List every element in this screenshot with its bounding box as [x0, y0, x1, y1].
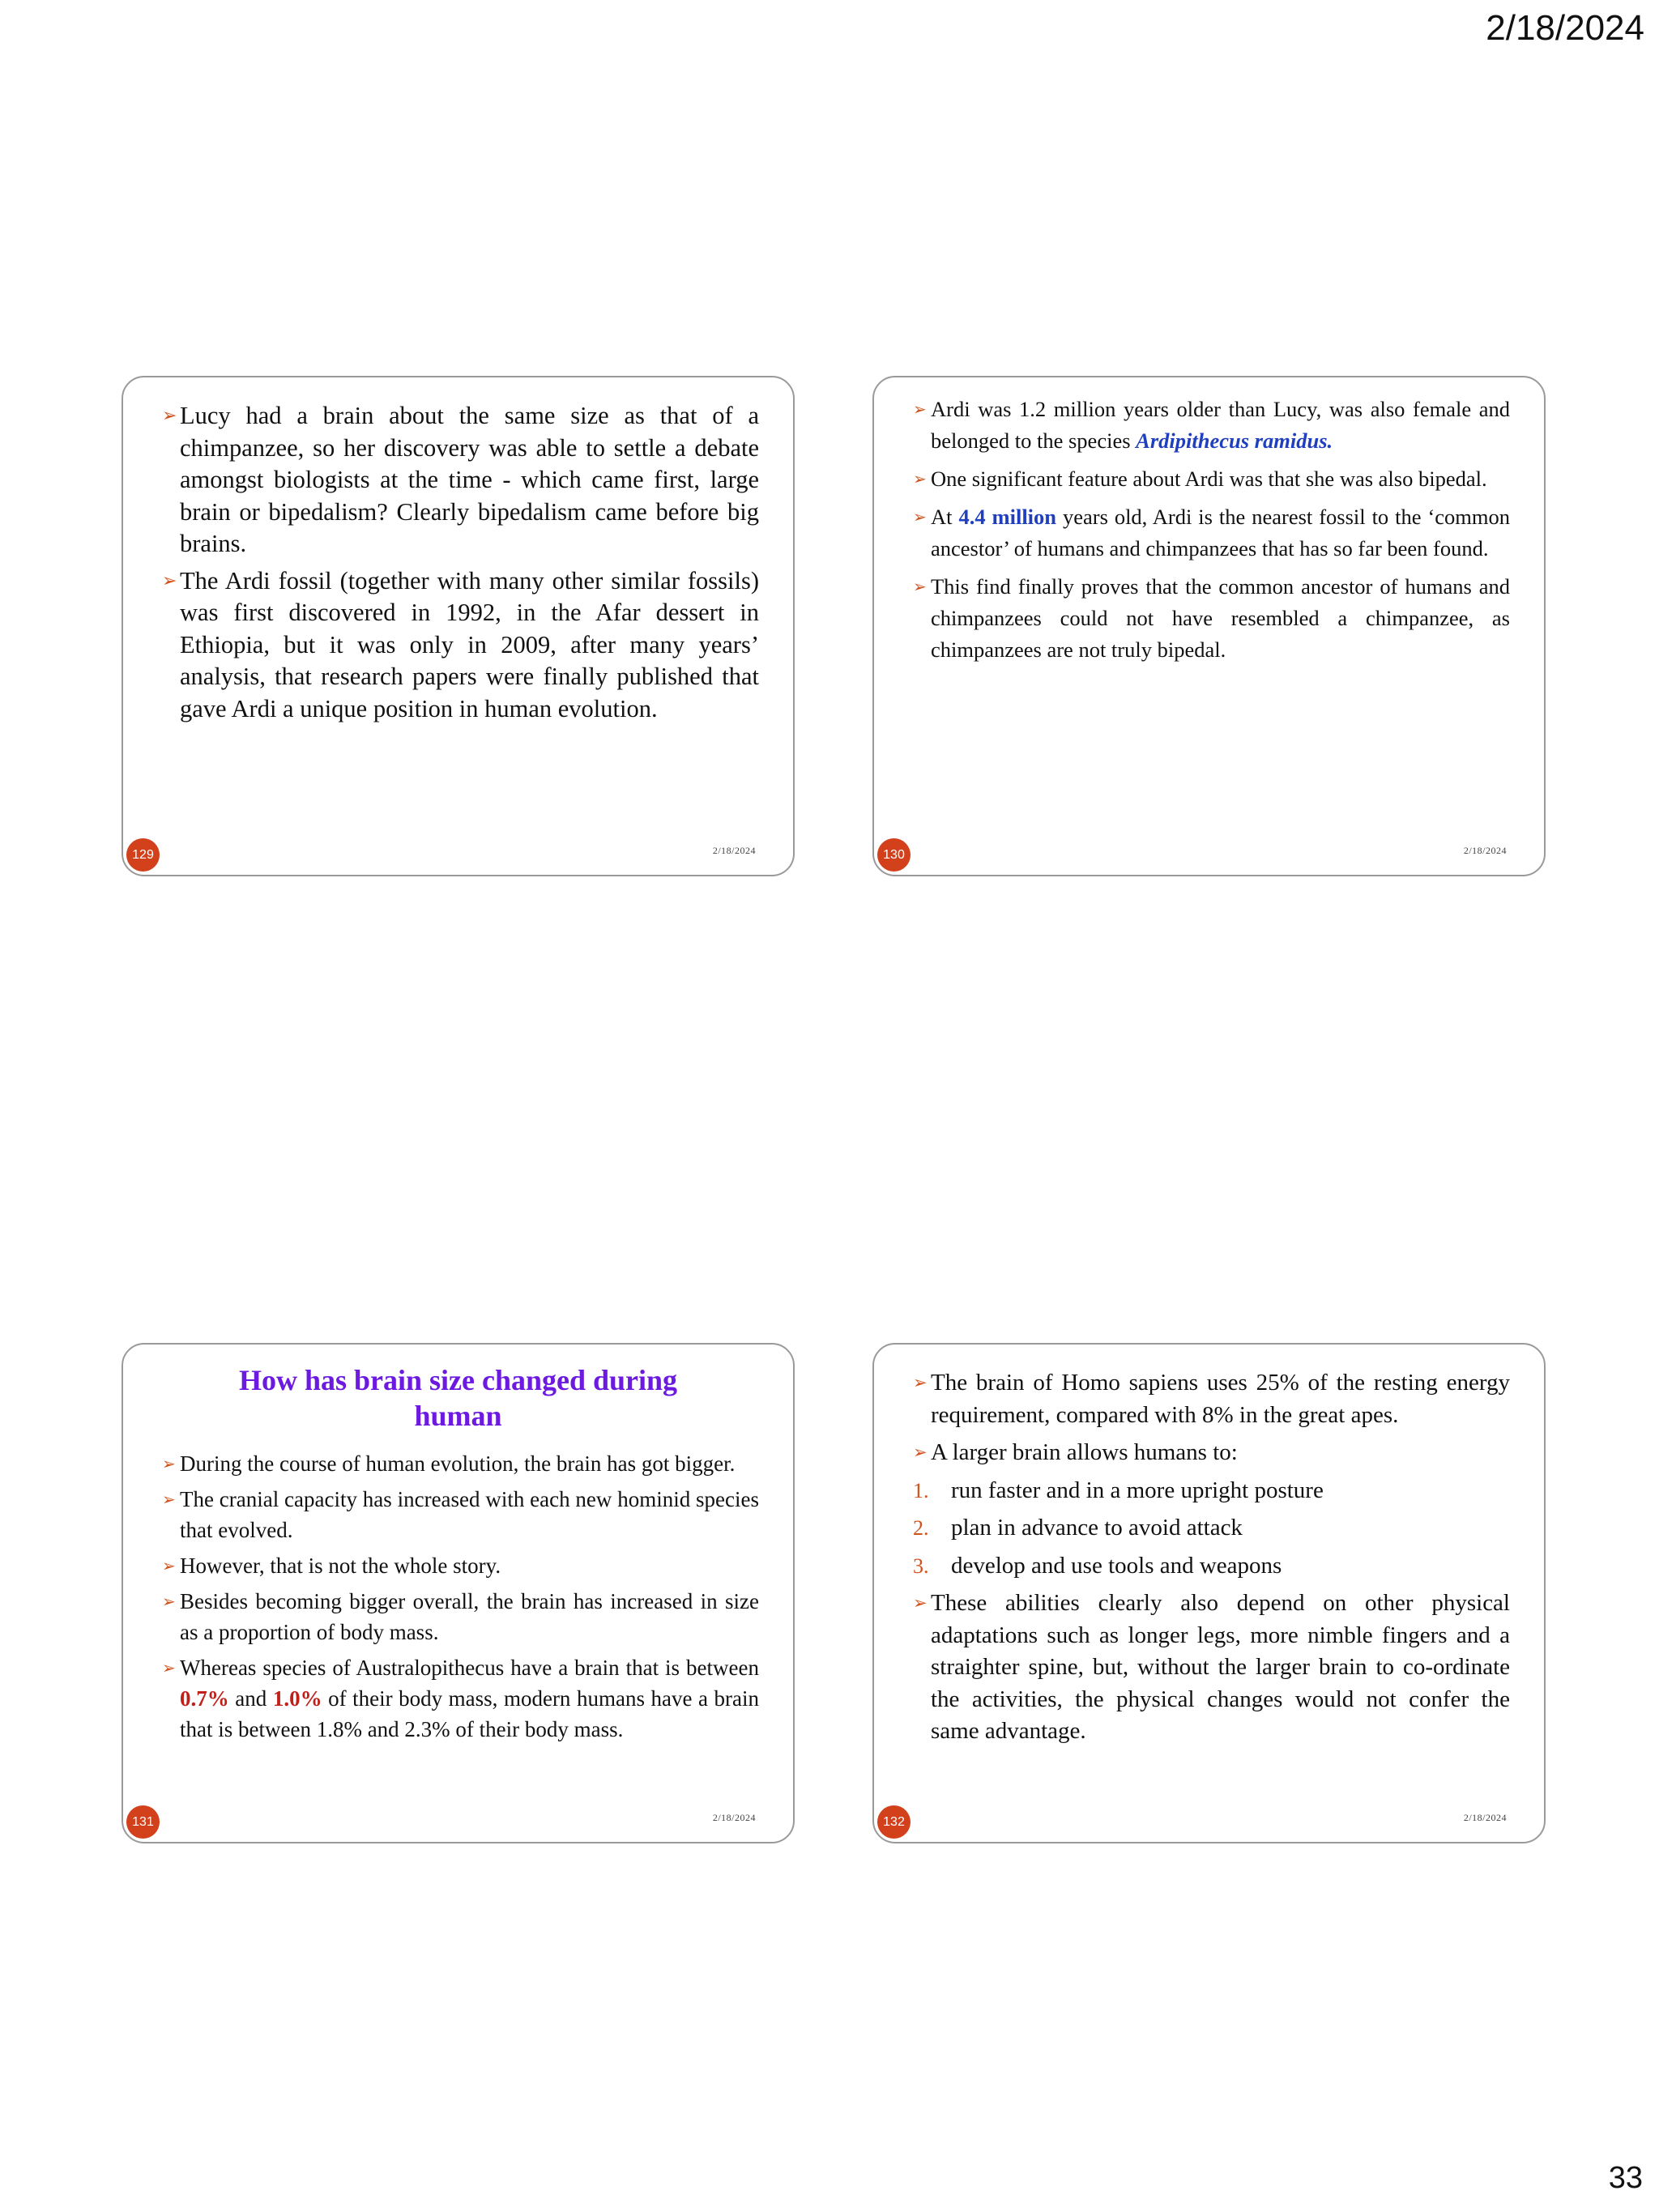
percent-highlight: 0.7%	[180, 1686, 229, 1711]
bullet-list	[162, 400, 759, 725]
arrow-bullet-icon: ➢	[913, 1593, 928, 1613]
list-item	[162, 1586, 759, 1647]
bullet-text: The cranial capacity has increased with each new hominid species that evolved.	[180, 1487, 759, 1542]
title-line-2: human	[414, 1400, 502, 1432]
bullet-text: The Ardi fossil (together with many other similar fossils) was first discovered in 1992, in the Afar dessert in Ethiopia, but it was only in 2009, after many years’ analysis, that research papers were finally published that gave Ardi a unique position in human evolution.	[180, 566, 759, 722]
numbered-item	[913, 1550, 1510, 1583]
item-text: plan in advance to avoid attack	[951, 1515, 1243, 1541]
bullet-text: However, that is not the whole story.	[180, 1554, 501, 1578]
slide-body	[913, 1367, 1510, 1754]
bullet-text: Whereas species of Australopithecus have a brain that is between	[180, 1656, 759, 1680]
item-text: develop and use tools and weapons	[951, 1552, 1282, 1579]
percent-highlight: 1.0%	[272, 1686, 322, 1711]
item-number: 2.	[913, 1516, 929, 1540]
slide-body	[162, 400, 759, 730]
slide-number-badge: 130	[877, 838, 911, 872]
list-item	[913, 571, 1510, 666]
title-line-1: How has brain size changed during	[238, 1364, 678, 1396]
bullet-text: These abilities clearly also depend on other physical adaptations such as longer legs, more nimble fingers and a straighter spine, but, without the larger brain to co-ordinate the activities, the physical changes would not confer the same advantage.	[931, 1590, 1510, 1744]
slide-date: 2/18/2024	[712, 845, 756, 856]
bullet-text: This find finally proves that the common ancestor of humans and chimpanzees could not have resembled a chimpanzee, as chimpanzees are not truly bipedal.	[931, 574, 1510, 662]
bullet-text: During the course of human evolution, the brain has got bigger.	[180, 1451, 736, 1476]
list-item	[162, 1484, 759, 1545]
arrow-bullet-icon: ➢	[913, 507, 927, 526]
bullet-list	[913, 1367, 1510, 1469]
item-number: 1.	[913, 1478, 929, 1502]
item-text: run faster and in a more upright posture	[951, 1477, 1324, 1503]
list-item	[162, 1550, 759, 1581]
arrow-bullet-icon: ➢	[162, 1454, 176, 1473]
list-item	[913, 1588, 1510, 1748]
bullet-text-end: .	[1327, 428, 1333, 453]
slide-number-badge: 131	[126, 1805, 160, 1839]
bullet-text: One significant feature about Ardi was that she was also bipedal.	[931, 467, 1487, 491]
arrow-bullet-icon: ➢	[162, 1490, 176, 1509]
bullet-list	[162, 1448, 759, 1745]
list-item	[162, 400, 759, 560]
age-highlight: 4.4 million	[958, 505, 1057, 529]
list-item	[162, 1448, 759, 1479]
bullet-list	[913, 394, 1510, 666]
bullet-text: The brain of Homo sapiens uses 25% of the resting energy requirement, compared with 8% in the great apes.	[931, 1370, 1510, 1428]
bullet-text: At	[931, 505, 959, 529]
arrow-bullet-icon: ➢	[913, 1373, 928, 1392]
slide-date: 2/18/2024	[1463, 1812, 1507, 1823]
arrow-bullet-icon: ➢	[162, 570, 177, 591]
slide-number-badge: 132	[877, 1805, 911, 1839]
arrow-bullet-icon: ➢	[162, 1592, 176, 1611]
arrow-bullet-icon: ➢	[162, 406, 177, 426]
bullet-list	[913, 1588, 1510, 1748]
numbered-item	[913, 1512, 1510, 1545]
list-item	[913, 501, 1510, 565]
bullet-text: Besides becoming bigger overall, the brain has increased in size as a proportion of body mass.	[180, 1589, 759, 1644]
item-number: 3.	[913, 1554, 929, 1578]
list-item	[913, 394, 1510, 457]
bullet-text: Ardi was 1.2 million years older than Lucy, was also female and belonged to the species	[931, 397, 1510, 453]
arrow-bullet-icon: ➢	[913, 1443, 928, 1462]
slide-body	[913, 394, 1510, 672]
arrow-bullet-icon: ➢	[913, 399, 927, 419]
list-item	[913, 1437, 1510, 1469]
list-item	[913, 463, 1510, 495]
slide-date: 2/18/2024	[1463, 845, 1507, 856]
arrow-bullet-icon: ➢	[913, 469, 927, 488]
numbered-list	[913, 1475, 1510, 1583]
slide-130	[872, 376, 1546, 876]
list-item	[162, 565, 759, 726]
species-name: Ardipithecus ramidus	[1136, 428, 1328, 453]
slide-132	[872, 1343, 1546, 1843]
slide-body	[162, 1448, 759, 1750]
bullet-text-end: years old, Ardi is the nearest fossil to the ‘common ancestor’ of humans and chimpanzees that has so far been found.	[931, 505, 1511, 560]
list-item	[162, 1652, 759, 1745]
arrow-bullet-icon: ➢	[913, 577, 927, 596]
slide-131	[122, 1343, 795, 1843]
bullet-text-end: of their body mass, modern humans have a brain that is between 1.8% and 2.3% of their body mass.	[180, 1686, 759, 1741]
page-number: 33	[1608, 2161, 1643, 2195]
list-item	[913, 1367, 1510, 1431]
bullet-text: A larger brain allows humans to:	[931, 1439, 1238, 1465]
bullet-text: Lucy had a brain about the same size as that of a chimpanzee, so her discovery was able to settle a debate amongst biologists at the time - which came first, large brain or bipedalism? Clearly bipedalism came before big brains.	[180, 402, 759, 557]
numbered-item	[913, 1475, 1510, 1507]
page-date: 2/18/2024	[1486, 8, 1644, 48]
arrow-bullet-icon: ➢	[162, 1556, 176, 1575]
slide-title	[147, 1362, 769, 1434]
arrow-bullet-icon: ➢	[162, 1658, 176, 1677]
slide-129	[122, 376, 795, 876]
slide-number-badge: 129	[126, 838, 160, 872]
bullet-text: and	[228, 1686, 273, 1711]
slide-date: 2/18/2024	[712, 1812, 756, 1823]
